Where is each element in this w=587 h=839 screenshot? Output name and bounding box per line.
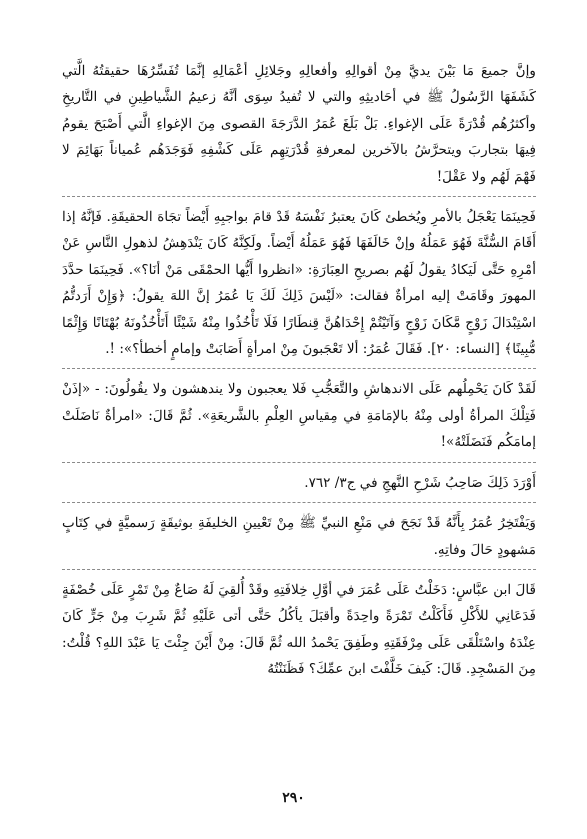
- paragraph-4: أَوْرَدَ ذَلِكَ صَاحِبُ شَرْحِ النَّهجِ في ج٣/ ٧٦٢.: [304, 474, 536, 491]
- page-body: [62, 58, 536, 818]
- divider: [62, 368, 536, 369]
- divider: [62, 569, 536, 570]
- page-number: ٢٩٠: [282, 790, 305, 806]
- divider: [62, 462, 536, 463]
- paragraph-1: وإنَّ جميعَ مَا بَيْنَ يديَّ مِنْ أقوالِهِ وأفعالِهِ وجَلائِلِ أعْمَالِهِ إنَّمَا تُفَسِّرُهَا حقيقتُهُ الَّتي كَشَفَهَا الرَّسُولُ ﷺ في أحَاديثِهِ والتي لا تُفيدُ سِوَى أنَّهُ زعيمُ الشَّياطِينِ في التَّاريخِ وأكثرُهُم قُدْرَةً عَلَى الإغواءِ. بَلْ بَلَغَ عُمَرُ الدَّرَجَةَ القصوى مِنَ الإغواءِ الَّتي أَصْبَحَ يقومُ فِيهَا بتجاربَ ويتحرَّشُ بالآخرين لمعرفةِ قُدْرَتِهِم عَلَى كَشْفِهِ فَوَجَدَهُم عُمياناً بَهَائِمَ لا فَهْمَ لَهُم ولا عَقْلَ!: [62, 63, 536, 185]
- paragraph-5: وَيَفْتَخِرُ عُمَرُ بِأَنَّهُ قَدْ نَجَحَ في مَنْعِ النبيِّ ﷺ مِنْ تَعْيينِ الخليفَةِ بوثيقَةٍ رَسميَّةٍ في كِتَابٍ مَشهودٍ حَالَ وفاتِهِ.: [62, 515, 536, 558]
- paragraph-6: قَالَ ابن عبَّاسٍ: دَخَلْتُ عَلَى عُمَرَ في أوَّلِ خِلافَتِهِ وقَدْ أُلقِيَ لَهُ صَاعٌ مِنْ تَمْرٍ عَلَى خُصْفَةٍ فَدَعَانِي للأَكْلِ فَأَكَلْتُ تَمْرَةً واحِدَةً وأقبَلَ يأكُلُ حَتَّى أتى عَلَيْهِ ثُمَّ شَرِبَ مِنْ جَرٍّ كَانَ عِنْدَهُ واسْتَلْقَى عَلَى مِرْفَقَتِهِ وطَفِقَ يَحْمدُ الله ثُمَّ قَالَ: مِنْ أَيْنَ جِئْتَ يَا عَبْدَ اللهِ؟ قُلْتُ: مِنَ المَسْجِدِ. قَالَ: كَيفَ خَلَّفْتَ ابنَ عمِّكَ؟ فَظَنَنْتُهُ: [62, 581, 536, 678]
- divider: [62, 502, 536, 503]
- divider: [62, 196, 536, 197]
- paragraph-2: فَحِينَمَا يَعْجَلُ بالأمرِ ويُخطئ كَانَ يعتبرُ نَفْسَهُ قَدْ قامَ بواجبِهِ أَيْضاً تجَاهَ الحقيقَةِ. فَإنَّهُ إذا أَقَامَ السُّنَّةَ فَهُوَ عَمَلُهُ وإنْ خَالَفَهَا فَهُوَ عَمَلُهُ أَيْضاً. ولَكِنَّهُ كَانَ يَنْدَهِشُ لذهولِ النَّاسِ عَنْ أمْرِهِ حَتَّى لَيَكادُ يقولُ لَهُم بصريحِ العِبَارَةِ: «انظروا أَيُّها الحمْقَى مَنْ أنَا؟». فَحِينَمَا حدَّدَ المهورَ وقَامَتْ إليه امرأةٌ فقالت: «لَيْسَ ذَلِكَ لَكَ يَا عُمَرُ إنَّ اللهَ يقولُ: ﴿وَإِنْ أَرَدتُّمُ اسْتِبْدَالَ زَوْجٍ مَّكَانَ زَوْجٍ وَآتَيْتُمْ إِحْدَاهُنَّ قِنطَارًا فَلَا تَأْخُذُوا مِنْهُ شَيْئًا أَتَأْخُذُونَهُ بُهْتَانًا وَإِثْمًا مُّبِينًا﴾ [النساء: ٢٠]. فَقَالَ عُمَرُ: ألا تَعْجَبونَ مِنْ امرأةٍ أَصَابَتْ وإمامٍ أخطأ؟»: !.: [62, 209, 536, 358]
- paragraph-3: لَقَدْ كَانَ يَحْمِلُهم عَلَى الاندهاشِ والتَّعَجُّبِ فَلا يعجبون ولا يندهشون ولا يقُولُونَ: - «إذَنْ فَتِلْكَ المرأةُ أولى مِنْهُ بالإمَامَةِ في مِقياسِ العِلْمِ بالشَّريعَةِ». ثُمَّ قَالَ: «امرأةٌ نَاضَلَتْ إمامَكُم فَنَضَلَتْهُ»!: [62, 381, 536, 451]
